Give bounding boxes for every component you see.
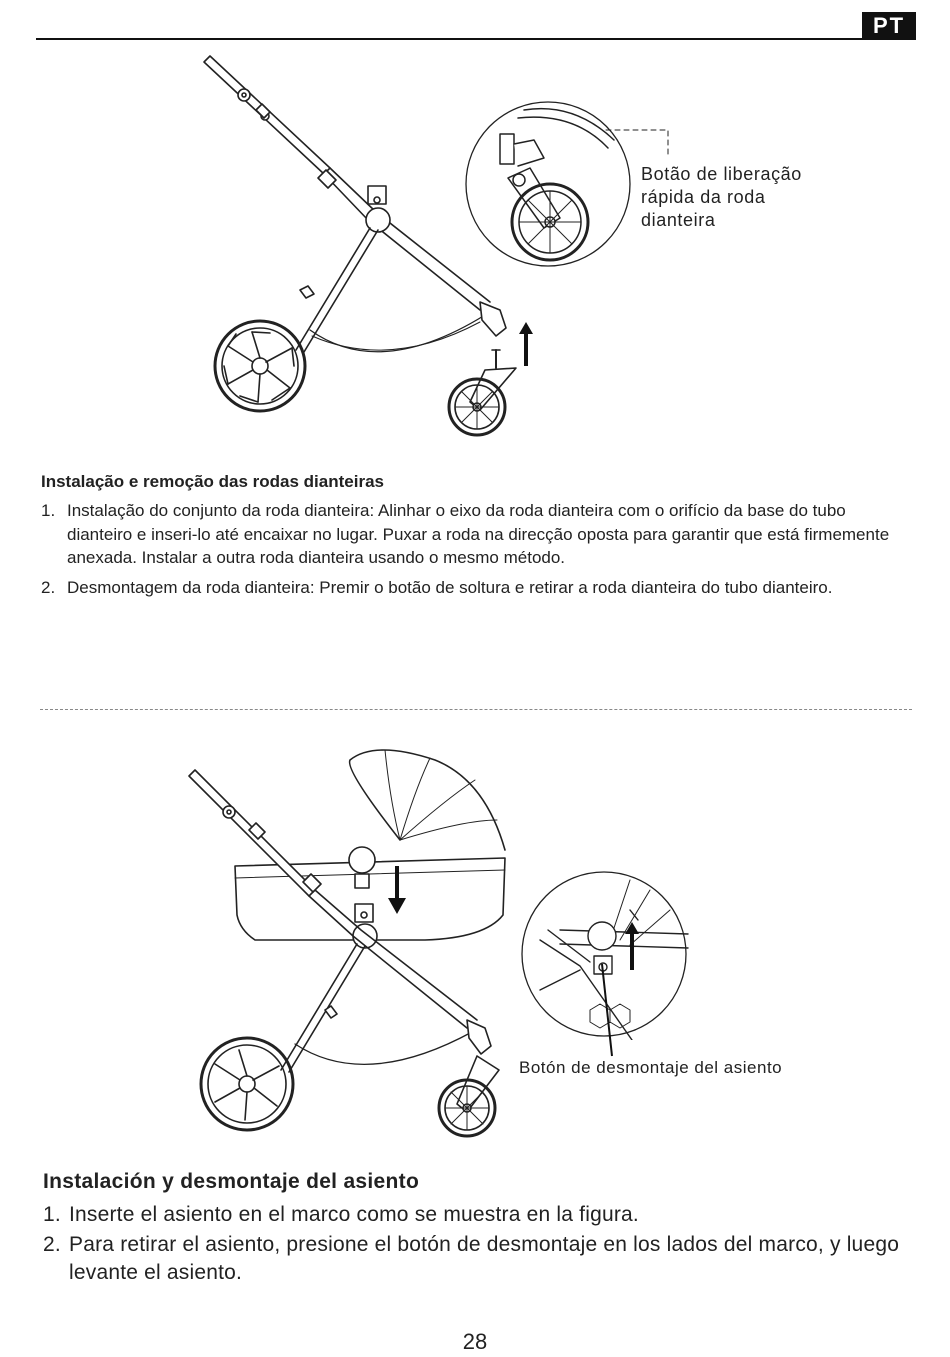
list-item (43, 1201, 913, 1229)
list-item (41, 499, 911, 570)
up-arrow-icon (625, 922, 639, 970)
header-rule (36, 38, 916, 40)
pointer-line (596, 960, 616, 1060)
step-number: 1. (43, 1203, 61, 1226)
section-title-es: Instalación y desmontaje del asiento (43, 1170, 420, 1193)
steps-list-pt (41, 499, 911, 605)
section-divider (40, 709, 912, 710)
list-item (41, 576, 911, 600)
step-number: 2. (43, 1233, 61, 1256)
step-text: Inserte el asiento en el marco como se muestra en la figura. (69, 1203, 639, 1226)
down-arrow-icon (387, 866, 407, 914)
step-number: 1. (41, 501, 56, 520)
step-text: Instalação do conjunto da roda dianteira: Alinhar o eixo da roda dianteira com o orifício da base do tubo dianteiro e inseri-lo até encaixar no lugar. Puxar a roda na direcção oposta para garantir que está firmemente anexada. Instalar a outra roda dianteira usando o mesmo método. (67, 501, 890, 567)
section-title-pt: Instalação e remoção das rodas dianteiras (41, 472, 384, 491)
step-number: 2. (41, 577, 56, 597)
language-badge: PT (862, 12, 916, 40)
step-text: Para retirar el asiento, presione el botón de desmontaje en los lados del marco, y luego levante el asiento. (69, 1233, 900, 1284)
page-number: 28 (462, 1329, 488, 1354)
seat-release-callout: Botón de desmontaje del asiento (519, 1058, 783, 1077)
up-arrow-icon (518, 322, 534, 366)
steps-list-es (43, 1201, 913, 1289)
list-item (43, 1231, 913, 1287)
stroller-with-seat-illustration (185, 740, 525, 1140)
front-wheel-release-callout: Botão de liberação rápida da roda dianteira (641, 164, 802, 230)
step-text: Desmontagem da roda dianteira: Premir o botão de soltura e retirar a roda dianteira do tubo dianteiro. (67, 577, 833, 597)
